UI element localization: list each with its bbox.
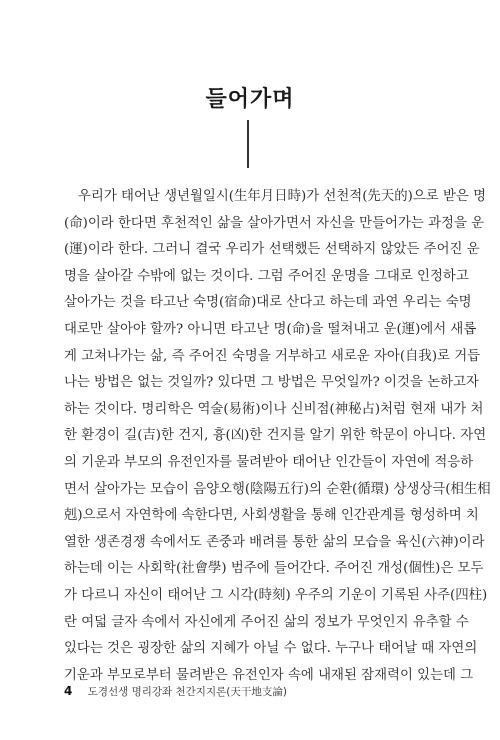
- book-title: 도경선생 명리강좌 천간지지론(天干地支論): [87, 686, 287, 698]
- body-line: 살아가는 것을 타고난 숙명(宿命)대로 산다고 하는데 과연 우리는 숙명: [64, 295, 472, 311]
- body-line: 명을 살아갈 수밖에 없는 것이다. 그럼 주어진 운명을 그대로 인정하고: [64, 268, 469, 284]
- body-line: 게 고쳐나가는 삶, 즉 주어진 숙명을 거부하고 새로운 자아(自我)로 거듭: [64, 348, 481, 364]
- title-divider: [247, 120, 249, 168]
- body-line: 가 다르니 자신이 태어난 그 시각(時刻) 우주의 기운이 기록된 사주(四柱): [64, 587, 488, 603]
- body-line: 있다는 것은 굉장한 삶의 지혜가 아닐 수 없다. 누구나 태어날 때 자연의: [64, 641, 478, 657]
- body-line: 열한 생존경쟁 속에서도 존중과 배려를 통한 삶의 모습을 육신(六神)이라: [64, 534, 485, 550]
- body-text: [64, 184, 491, 689]
- body-line: 하는데 이는 사회학(社會學) 범주에 들어간다. 주어진 개성(個性)은 모두: [64, 561, 484, 577]
- body-line: 하는 것이다. 명리학은 역술(易術)이나 신비점(神秘占)처럼 현재 내가 처: [64, 401, 484, 417]
- page-number: 4: [64, 684, 73, 698]
- page-title: 들어가며: [205, 87, 295, 112]
- body-line: 우리가 태어난 생년월일시(生年月日時)가 선천적(先天的)으로 받은 명: [78, 189, 487, 204]
- page-footer: [64, 683, 287, 699]
- body-line: 기운과 부모로부터 물려받은 유전인자 속에 내재된 잠재력이 있는데 그: [64, 667, 474, 683]
- body-line: (運)이라 한다. 그러니 결국 우리가 선택했든 선택하지 않았든 주어진 운: [64, 242, 480, 258]
- body-line: 란 여덟 글자 속에서 자신에게 주어진 삶의 정보가 무엇인지 유추할 수: [64, 614, 469, 630]
- body-line: (命)이라 한다면 후천적인 삶을 살아가면서 자신을 만들어가는 과정을 운: [64, 215, 485, 231]
- body-line: 대로만 살아야 할까? 아니면 타고난 명(命)을 떨쳐내고 운(運)에서 새롭: [64, 321, 477, 337]
- body-line: 면서 살아가는 모습이 음양오행(陰陽五行)의 순환(循環) 상생상극(相生相: [64, 481, 491, 497]
- body-line: 한 환경이 길(吉)한 건지, 흉(凶)한 건지를 알기 위한 학문이 아니다. 자연: [64, 428, 487, 444]
- body-line: 剋)으로서 자연학에 속한다면, 사회생활을 통해 인간관계를 형성하며 치: [64, 508, 479, 524]
- body-line: 의 기운과 부모의 유전인자를 물려받아 태어난 인간들이 자연에 적응하: [64, 454, 474, 470]
- body-line: 나는 방법은 없는 것일까? 있다면 그 방법은 무엇일까? 이것을 논하고자: [64, 375, 479, 391]
